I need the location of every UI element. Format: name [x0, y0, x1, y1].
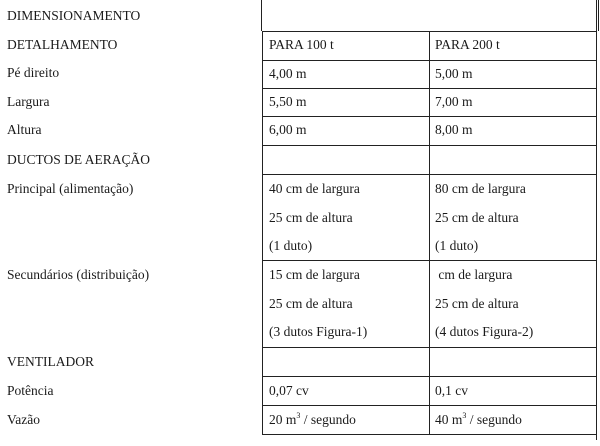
label-potencia: Potência	[7, 383, 54, 398]
value-secundarios-200-largura: cm de largura	[435, 267, 513, 282]
cell-vazao-200	[429, 405, 597, 435]
cell-potencia-200	[429, 376, 597, 406]
cell-ventilador-200	[429, 347, 597, 377]
label-pe-direito: Pé direito	[7, 65, 60, 80]
value-potencia-100: 0,07 cv	[269, 383, 309, 398]
label-principal: Principal (alimentação)	[7, 181, 134, 196]
label-largura: Largura	[7, 94, 50, 109]
value-secundarios-200-altura: 25 cm de altura	[435, 296, 519, 311]
label-vazao: Vazão	[7, 412, 40, 427]
table-frame	[261, 0, 599, 31]
value-largura-100: 5,50 m	[269, 94, 307, 109]
cell-ductos-100	[262, 145, 430, 175]
value-principal-200-dutos: (1 duto)	[435, 238, 479, 253]
value-principal-100-dutos: (1 duto)	[269, 238, 313, 253]
header-para-200: PARA 200 t	[435, 37, 500, 52]
value-secundarios-200-dutos: (4 dutos Figura-2)	[435, 324, 534, 339]
value-largura-200: 7,00 m	[435, 94, 473, 109]
value-vazao-100-unit: / segundo	[300, 412, 356, 427]
cell-pe-direito-200	[429, 60, 597, 89]
label-ductos: DUCTOS DE AERAÇÃO	[7, 152, 151, 167]
value-principal-100-altura: 25 cm de altura	[269, 210, 353, 225]
cell-principal-100	[262, 174, 430, 261]
cell-largura-100	[262, 88, 430, 117]
value-altura-100: 6,00 m	[269, 122, 307, 137]
cell-pe-direito-100	[262, 60, 430, 89]
value-vazao-200-unit: / segundo	[466, 412, 522, 427]
cell-secundarios-200	[429, 260, 597, 348]
value-altura-200: 8,00 m	[435, 122, 473, 137]
cell-principal-200	[429, 174, 597, 261]
cell-secundarios-100	[262, 260, 430, 348]
cell-ventilador-100	[262, 347, 430, 377]
label-altura: Altura	[7, 122, 42, 137]
cell-header-100	[262, 31, 430, 61]
value-vazao-100-sup: 3	[296, 411, 301, 420]
value-secundarios-100-dutos: (3 dutos Figura-1)	[269, 324, 368, 339]
value-principal-200-altura: 25 cm de altura	[435, 210, 519, 225]
value-potencia-200: 0,1 cv	[435, 383, 468, 398]
value-vazao-100-num: 20 m	[269, 412, 297, 427]
value-secundarios-100-largura: 15 cm de largura	[269, 267, 360, 282]
value-vazao-200	[435, 412, 522, 428]
value-secundarios-100-altura: 25 cm de altura	[269, 296, 353, 311]
value-vazao-200-num: 40 m	[435, 412, 463, 427]
cell-vazao-100	[262, 405, 430, 435]
cell-potencia-100	[262, 376, 430, 406]
cell-altura-100	[262, 116, 430, 146]
cell-largura-200	[429, 88, 597, 117]
label-detalhamento: DETALHAMENTO	[7, 37, 118, 52]
value-pe-direito-200: 5,00 m	[435, 66, 473, 81]
header-para-100: PARA 100 t	[269, 37, 334, 52]
cell-altura-200	[429, 116, 597, 146]
value-vazao-100	[269, 412, 356, 428]
value-pe-direito-100: 4,00 m	[269, 66, 307, 81]
value-principal-100-largura: 40 cm de largura	[269, 181, 360, 196]
cell-ductos-200	[429, 145, 597, 175]
label-secundarios: Secundários (distribuição)	[7, 267, 150, 282]
page-title: DIMENSIONAMENTO	[7, 8, 141, 23]
cell-header-200	[429, 31, 597, 61]
value-principal-200-largura: 80 cm de largura	[435, 181, 526, 196]
value-vazao-200-sup: 3	[462, 411, 467, 420]
label-ventilador: VENTILADOR	[7, 354, 94, 369]
